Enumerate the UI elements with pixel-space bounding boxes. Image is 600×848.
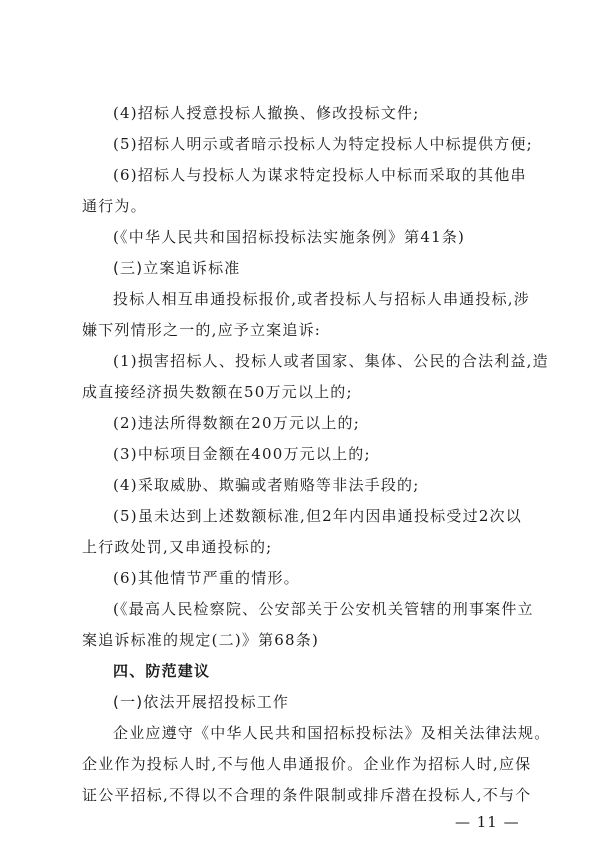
chapter-heading: 四、防范建议 bbox=[113, 662, 211, 680]
text-line: 成直接经济损失数额在50万元以上的; bbox=[82, 383, 353, 401]
page-number: — 11 — bbox=[455, 813, 520, 831]
citation-line: (《最高人民检察院、公安部关于公安机关管辖的刑事案件立 bbox=[113, 600, 534, 618]
section-heading: (一)依法开展招投标工作 bbox=[113, 693, 290, 711]
citation-line: (《中华人民共和国招标投标法实施条例》第41条) bbox=[113, 228, 466, 246]
text-line: (5)虽未达到上述数额标准,但2年内因串通投标受过2次以 bbox=[113, 507, 522, 525]
section-heading: (三)立案追诉标准 bbox=[113, 259, 241, 277]
text-line: 嫌下列情形之一的,应予立案追诉: bbox=[82, 321, 322, 339]
text-line: (6)招标人与投标人为谋求特定投标人中标而采取的其他串 bbox=[113, 166, 527, 184]
text-line: (3)中标项目金额在400万元以上的; bbox=[113, 445, 371, 463]
text-line: 企业应遵守《中华人民共和国招标投标法》及相关法律法规。 bbox=[113, 724, 551, 742]
citation-line: 案追诉标准的规定(二)》第68条) bbox=[82, 631, 320, 649]
text-line: (5)招标人明示或者暗示投标人为特定投标人中标提供方便; bbox=[113, 135, 533, 153]
text-line: 上行政处罚,又串通投标的; bbox=[82, 538, 273, 556]
text-line: (1)损害招标人、投标人或者国家、集体、公民的合法利益,造 bbox=[113, 352, 549, 370]
text-line: (4)采取威胁、欺骗或者贿赂等非法手段的; bbox=[113, 476, 420, 494]
text-line: 投标人相互串通投标报价,或者投标人与招标人串通投标,涉 bbox=[113, 290, 530, 308]
text-line: (6)其他情节严重的情形。 bbox=[113, 569, 300, 587]
text-line: 企业作为投标人时,不与他人串通报价。企业作为招标人时,应保 bbox=[82, 755, 532, 773]
text-line: 通行为。 bbox=[82, 197, 147, 215]
text-line: (4)招标人授意投标人撤换、修改投标文件; bbox=[113, 104, 420, 122]
text-line: (2)违法所得数额在20万元以上的; bbox=[113, 414, 360, 432]
text-line: 证公平招标,不得以不合理的条件限制或排斥潜在投标人,不与个 bbox=[82, 786, 532, 804]
